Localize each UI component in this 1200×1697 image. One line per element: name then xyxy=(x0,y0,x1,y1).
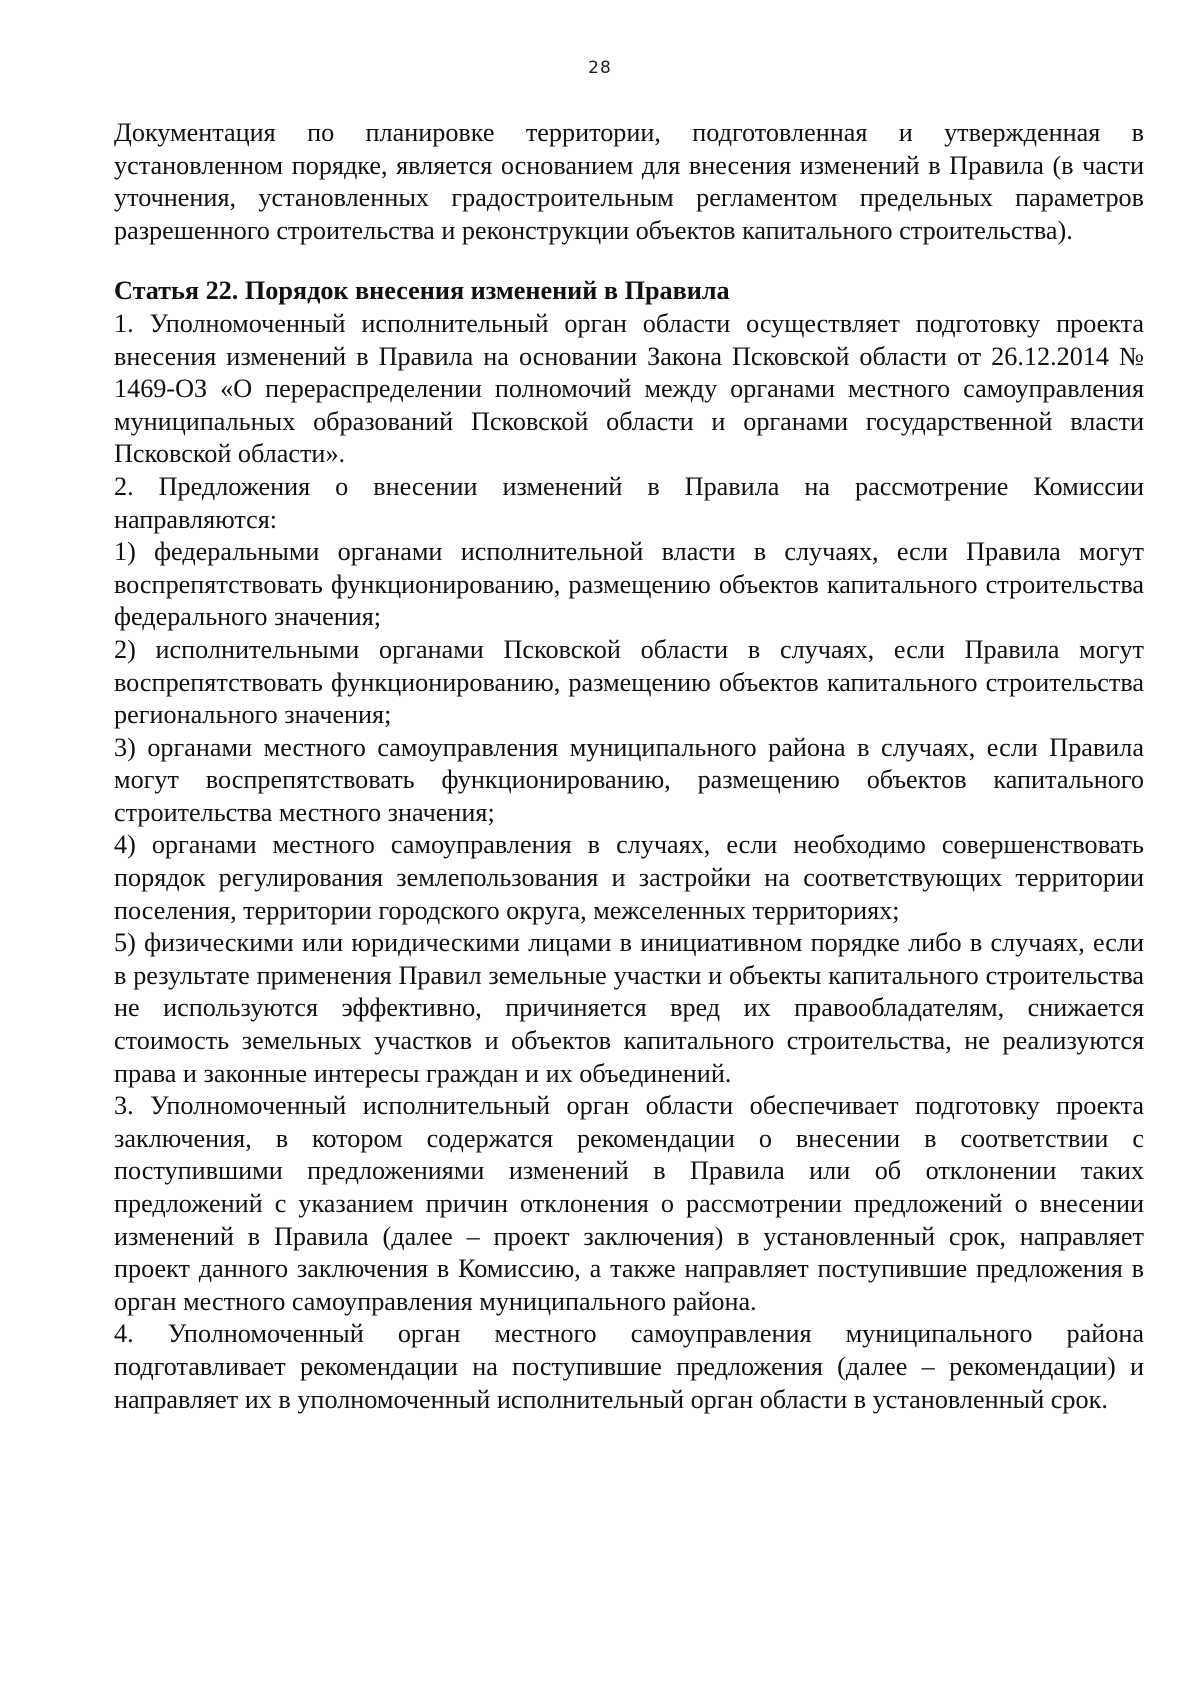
page-number: 28 xyxy=(588,58,612,78)
intro-paragraph: Документация по планировке территории, подготовленная и утвержденная в установленном порядке, является основанием для внесения изменений в Правила (в части уточнения, установленных градостроительным регламентом предельных параметров разрешенного строительства и реконструкции объектов капитального строительства). xyxy=(114,118,1144,245)
article-paragraph-3: 3. Уполномоченный исполнительный орган области обеспечивает подготовку проекта заключения, в котором содержатся рекомендации о внесении в соответствии с поступившими предложениями изменений в Правила или об отклонении таких предложений с указанием причин отклонения о рассмотрении предложений о внесении изменений в Правила (далее – проект заключения) в установленный срок, направляет проект данного заключения в Комиссию, а также направляет поступившие предложения в орган местного самоуправления муниципального района. xyxy=(114,1091,1144,1316)
list-item-local-self-government: 4) органами местного самоуправления в случаях, если необходимо совершенствовать порядок регулирования землепользования и застройки на соответствующих территории поселения, территории городского округа, межселенных территориях; xyxy=(114,830,1144,925)
article-paragraph-1: 1. Уполномоченный исполнительный орган области осуществляет подготовку проекта внесения изменений в Правила на основании Закона Псковской области от 26.12.2014 № 1469-ОЗ «О перераспределении полномочий между органами местного самоуправления муниципальных образований Псковской области и органами государственной власти Псковской области». xyxy=(114,308,1144,469)
article-paragraph-4: 4. Уполномоченный орган местного самоуправления муниципального района подготавливает рекомендации на поступившие предложения (далее – рекомендации) и направляет их в уполномоченный исполнительный орган области в установленный срок. xyxy=(114,1319,1144,1414)
page-content xyxy=(114,117,1144,1416)
article-paragraph-2: 2. Предложения о внесении изменений в Правила на рассмотрение Комиссии направляются: xyxy=(114,471,1144,534)
article-heading: Статья 22. Порядок внесения изменений в Правила xyxy=(114,276,730,306)
list-item-regional: 2) исполнительными органами Псковской области в случаях, если Правила могут воспрепятствовать функционированию, размещению объектов капитального строительства регионального значения; xyxy=(114,634,1144,730)
list-item-federal: 1) федеральными органами исполнительной власти в случаях, если Правила могут воспрепятствовать функционированию, размещению объектов капитального строительства федерального значения; xyxy=(114,537,1144,632)
list-item-individuals: 5) физическими или юридическими лицами в инициативном порядке либо в случаях, если в результате применения Правил земельные участки и объекты капитального строительства не используются эффективно, причиняется вред их правообладателям, снижается стоимость земельных участков и объектов капитального строительства, не реализуются права и законные интересы граждан и их объединений. xyxy=(114,928,1144,1088)
section-spacer xyxy=(114,247,1144,275)
list-item-municipal-district: 3) органами местного самоуправления муниципального района в случаях, если Правила могут воспрепятствовать функционированию, размещению объектов капитального строительства местного значения; xyxy=(114,732,1144,827)
